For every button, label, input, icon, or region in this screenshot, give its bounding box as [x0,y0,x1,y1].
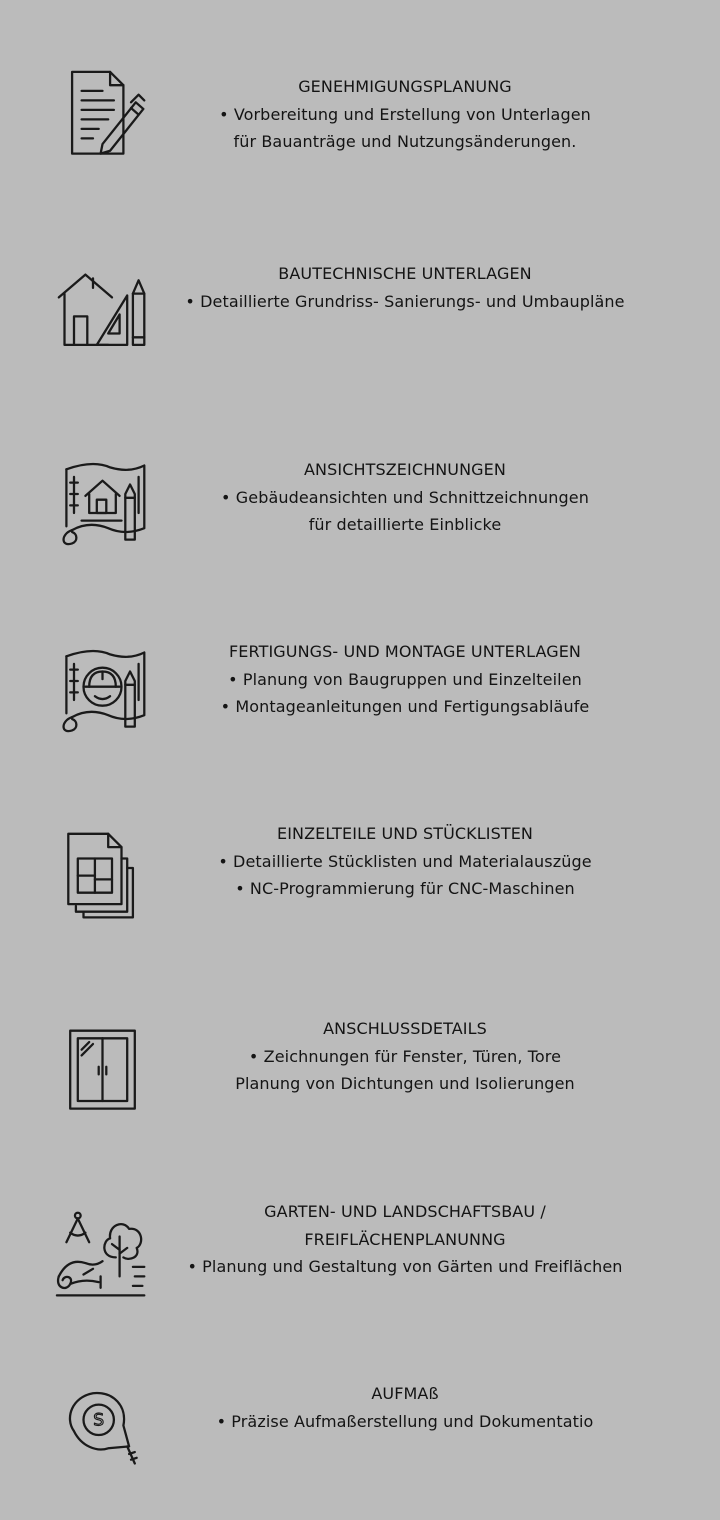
service-genehmigungsplanung [0,70,720,210]
service-text [160,1015,650,1098]
service-anschlussdetails [0,1015,720,1155]
service-title: FERTIGUNGS- UND MONTAGE UNTERLAGEN [229,642,581,661]
service-line: für detaillierte Einblicke [308,515,502,534]
window-icon [55,1025,150,1120]
service-einzelteile-stuecklisten [0,820,720,960]
service-text [160,260,650,315]
service-text [160,456,650,539]
svg-text:S: S [93,1410,105,1431]
service-line: Planung von Dichtungen und Isolierungen [235,1074,575,1093]
service-line: • NC-Programmierung für CNC-Maschinen [235,879,575,898]
service-aufmass [0,1380,720,1520]
service-ansichtszeichnungen [0,456,720,596]
service-line: • Detaillierte Grundriss- Sanierungs- und Umbaupläne [185,291,625,311]
service-title: ANSICHTSZEICHNUNGEN [304,460,506,479]
service-title: AUFMAß [371,1384,439,1403]
service-text [160,820,650,903]
landscape-compass-tree-icon [55,1208,150,1303]
service-text [160,638,650,721]
floorplan-sheets-icon [55,830,150,925]
service-line: für Bauanträge und Nutzungsänderungen. [233,132,577,151]
service-line: • Vorbereitung und Erstellung von Unterlagen [219,104,591,124]
service-title: GARTEN- UND LANDSCHAFTSBAU / [264,1202,546,1221]
service-text [160,73,650,156]
service-text [160,1380,650,1435]
service-line: • Gebäudeansichten und Schnittzeichnungen [221,487,589,507]
service-text [160,1198,650,1281]
blueprint-helmet-icon [55,643,150,738]
service-fertigungs-montage [0,638,720,778]
service-bautechnische-unterlagen [0,260,720,400]
blueprint-house-icon [55,456,150,551]
tape-measure-icon [55,1378,150,1473]
house-ruler-pencil-icon [55,267,150,362]
service-line: • Montageanleitungen und Fertigungsabläufe [220,697,590,716]
document-pen-icon [55,70,150,165]
service-line: • Planung und Gestaltung von Gärten und Freiflächen [187,1257,623,1276]
service-line: • Planung von Baugruppen und Einzelteilen [228,669,582,689]
service-title-continued: FREIFLÄCHENPLANUNNG [304,1229,506,1249]
service-line: • Detaillierte Stücklisten und Materialauszüge [218,851,592,871]
service-garten-landschaftsbau [0,1198,720,1338]
service-line: • Präzise Aufmaßerstellung und Dokumentatio [216,1411,594,1431]
service-title: ANSCHLUSSDETAILS [323,1019,487,1038]
service-line: • Zeichnungen für Fenster, Türen, Tore [248,1046,562,1066]
service-title: BAUTECHNISCHE UNTERLAGEN [278,264,532,283]
service-title: GENEHMIGUNGSPLANUNG [298,77,512,96]
service-title: EINZELTEILE UND STÜCKLISTEN [276,824,534,843]
